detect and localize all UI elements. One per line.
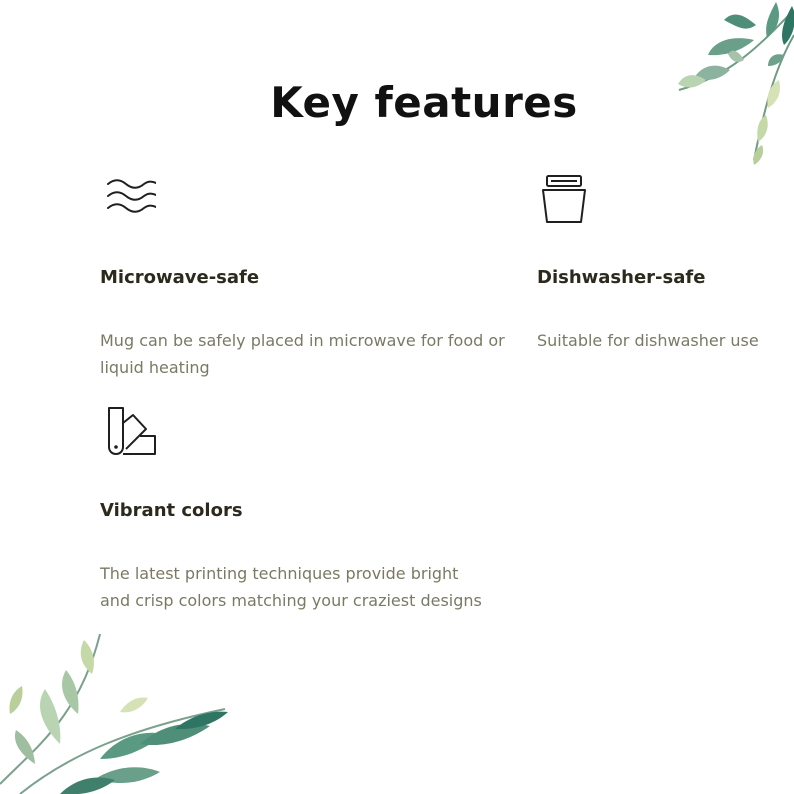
- feature-title: Vibrant colors: [100, 500, 243, 521]
- feature-vibrant-colors: [100, 403, 510, 610]
- dishwasher-icon: [537, 170, 593, 226]
- feature-description: Suitable for dishwasher use: [537, 331, 759, 350]
- feature-title: Dishwasher-safe: [537, 267, 706, 288]
- color-swatch-icon: [100, 403, 156, 459]
- microwave-waves-icon: [100, 170, 156, 226]
- feature-description: Mug can be safely placed in microwave for food or liquid heating: [100, 331, 505, 377]
- leaf-branch-icon: [0, 634, 228, 794]
- feature-microwave-safe: [100, 170, 510, 377]
- feature-dishwasher-safe: [537, 170, 787, 350]
- page-title: Key features: [270, 78, 578, 127]
- feature-title: Microwave-safe: [100, 267, 260, 288]
- feature-description: The latest printing techniques provide bright and crisp colors matching your craziest designs: [100, 564, 482, 610]
- leaf-decoration-bottom-left: [0, 634, 230, 794]
